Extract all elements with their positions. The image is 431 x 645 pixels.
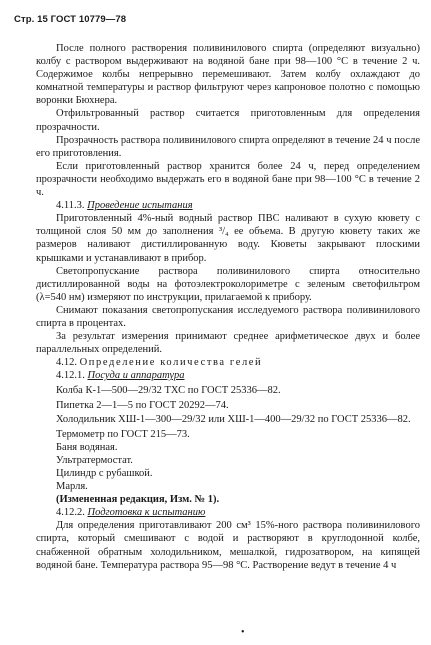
section-number: 4.12. [56, 357, 77, 369]
section-number: 4.12.2. [56, 507, 85, 519]
section-title: Определение количества гелей [79, 357, 263, 369]
section-heading-4-12-2 [36, 506, 420, 519]
paragraph: Для определения приготавливают 200 см³ 15%-ного раствора поливинилового спирта, который смешивают с водой и растворяют в круглодонной колбе, снабженной обратным холодильником, мешалкой, гидрозатвором, на кипящей водяной бане. Температура раствора 95—98 °С. Растворение ведут в течение 4 ч [36, 520, 420, 571]
equipment-item: Цилиндр с рубашкой. [56, 468, 153, 479]
section-heading-4-12 [36, 356, 420, 369]
paragraph: Приготовленный 4%-ный водный раствор ПВС наливают в сухую кювету с толщиной слоя 50 мм до заполнения ³/₄ ее объема. В другую кювету таких же размеров наливают дистиллированную воду. Кюветы закрывают плоскими крышками и устанавливают в прибор. [36, 213, 420, 264]
footer-mark: • [241, 627, 245, 638]
equipment-item: Марля. [56, 481, 88, 493]
section-title: Посуда и аппаратура [87, 370, 185, 382]
equipment-item: Колба К-1—500—29/32 ТХС по ГОСТ 25336—82. [56, 384, 281, 396]
equipment-item: Баня водяная. [56, 441, 118, 453]
section-heading-4-12-1 [36, 369, 420, 382]
equipment-item: Холодильник ХШ-1—300—29/32 или ХШ-1—400—29/32 по ГОСТ 25336—82. [56, 414, 411, 426]
section-title: Проведение испытания [87, 200, 193, 212]
paragraph: За результат измерения принимают среднее арифметическое двух и более параллельных определений. [36, 331, 420, 356]
section-title: Подготовка к испытанию [87, 507, 206, 519]
page-header: Стр. 15 ГОСТ 10779—78 [14, 14, 127, 25]
paragraph: После полного растворения поливинилового спирта (определяют визуально) колбу с раствором выдерживают на водяной бане при 98—100 °С в течение 2 ч. Содержимое колбы непрерывно перемешивают. Затем колбу охлаждают до комнатной температуры и раствор фильтруют через капроновое полотно с помощью воронки Бюхнера. [36, 43, 420, 107]
paragraph: Если приготовленный раствор хранится более 24 ч, перед определением прозрачности необходимо выдержать его в водяной бане при 98—100 °С в течение 2 ч. [36, 160, 420, 199]
paragraph: Отфильтрованный раствор считается приготовленным для определения прозрачности. [36, 108, 420, 133]
section-number: 4.11.3. [56, 200, 85, 212]
equipment-item: Ультратермостат. [56, 454, 133, 466]
section-number: 4.12.1. [56, 370, 85, 382]
paragraph: Светопропускание раствора поливинилового спирта относительно дистиллированной воды на фотоэлектроколориметре с зеленым светофильтром (λ=540 нм) измеряют по инструкции, прилагаемой к прибору. [36, 265, 420, 303]
paragraph: Снимают показания светопропускания исследуемого раствора поливинилового спирта в процентах. [36, 304, 420, 329]
equipment-item: Пипетка 2—1—5 по ГОСТ 20292—74. [56, 399, 229, 411]
section-heading-4-11-3 [36, 199, 420, 212]
paragraph: Прозрачность раствора поливинилового спирта определяют в течение 24 ч после его приготовления. [36, 134, 420, 159]
equipment-item: Термометр по ГОСТ 215—73. [56, 428, 190, 440]
edition-note: (Измененная редакция, Изм. № 1). [56, 494, 220, 506]
document-body [36, 42, 420, 572]
